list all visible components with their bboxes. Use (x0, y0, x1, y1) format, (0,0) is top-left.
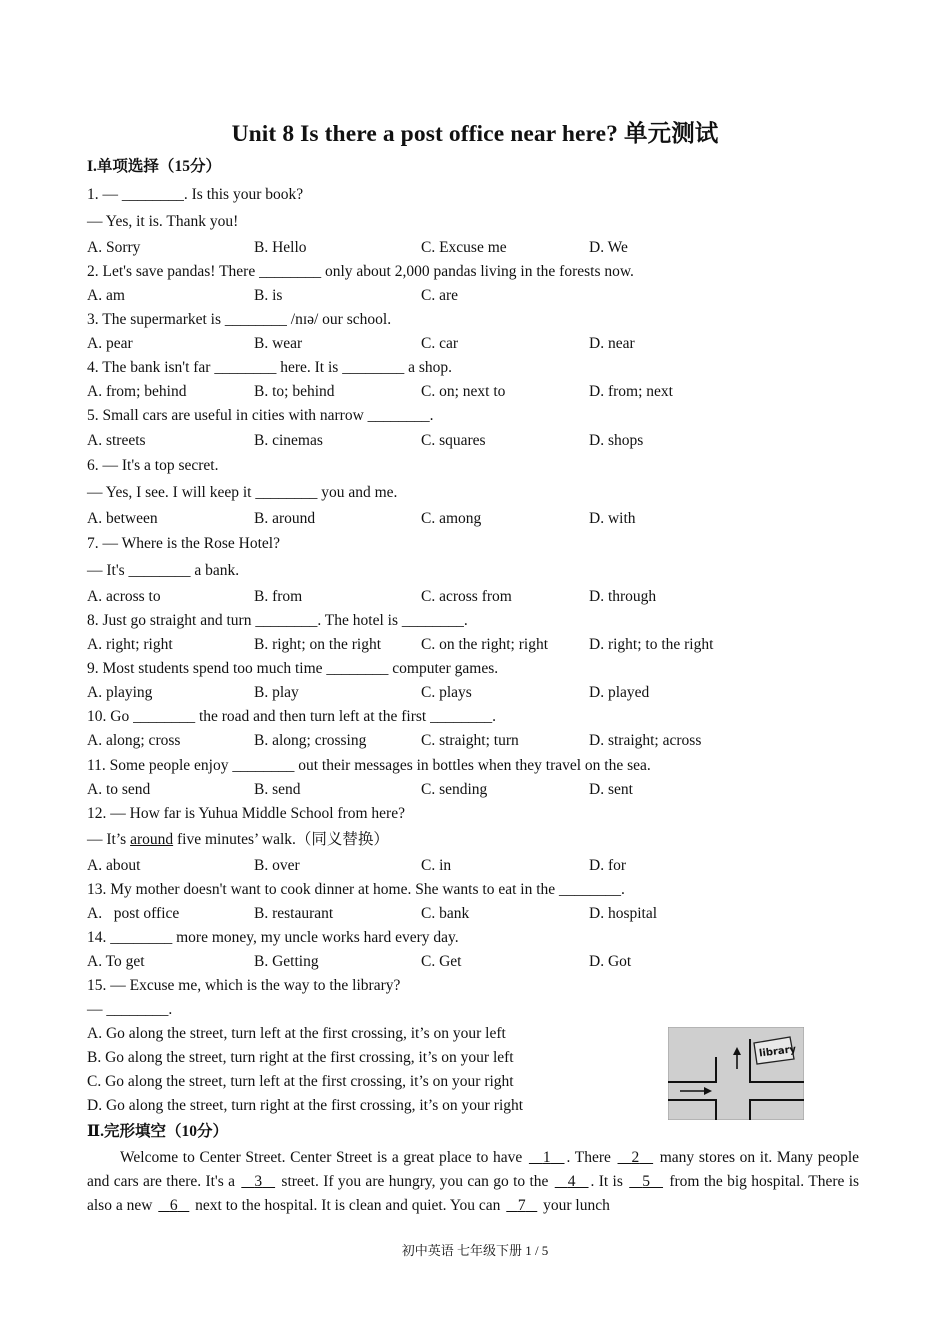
blank-3-number: 3 (254, 1173, 263, 1190)
q4-option-d: D. from; next (589, 383, 673, 400)
q4-option-c: C. on; next to (421, 383, 506, 400)
q12-reply (87, 831, 389, 849)
q7-option-d: D. through (589, 588, 657, 605)
q3-option-b: B. wear (254, 335, 303, 352)
blank-4 (553, 1173, 591, 1190)
q4-option-a: A. from; behind (87, 383, 187, 400)
q11-stem: 11. Some people enjoy ________ out their messages in bottles when they travel on the sea. (87, 757, 651, 774)
blank-7 (504, 1197, 539, 1214)
q10-option-d: D. straight; across (589, 732, 702, 749)
q6-option-d: D. with (589, 510, 636, 527)
q5-option-d: D. shops (589, 432, 644, 449)
section-2-title: 完形填空（ (103, 1123, 182, 1140)
q15-option-a: A. Go along the street, turn left at the first crossing, it’s on your left (87, 1025, 506, 1042)
q6-option-b: B. around (254, 510, 316, 527)
q12-option-a: A. about (87, 857, 141, 874)
page-footer: 初中英语 七年级下册 1 / 5 (401, 1243, 549, 1258)
q2-option-b: B. is (254, 287, 283, 304)
section-2-heading (87, 1123, 228, 1141)
q6-stem: 6. — It's a top secret. (87, 457, 219, 474)
q1-option-a: A. Sorry (87, 239, 141, 256)
q12-option-b: B. over (254, 857, 300, 874)
q1-option-d: D. We (589, 239, 628, 256)
q8-stem: 8. Just go straight and turn ________. The hotel is ________. (87, 612, 468, 629)
section-1-prefix: I. (87, 158, 97, 175)
q3-stem: 3. The supermarket is ________ /nɪə/ our school. (87, 311, 392, 328)
q3-option-c: C. car (421, 335, 459, 352)
q12-underlined-word: around (130, 831, 174, 848)
q13-option-d: D. hospital (589, 905, 658, 922)
passage-text: from the big hospital. There is also a new (87, 1173, 860, 1214)
q12-reply-start: — It’s (87, 831, 131, 848)
library-label: library (758, 1044, 797, 1060)
q8-option-c: C. on the right; right (421, 636, 549, 653)
q8-option-a: A. right; right (87, 636, 173, 653)
q10-stem: 10. Go ________ the road and then turn left at the first ________. (87, 708, 496, 725)
q2-option-c: C. are (421, 287, 459, 304)
blank-6-number: 6 (169, 1197, 178, 1214)
q9-option-a: A. playing (87, 684, 153, 701)
q13-option-a: A. post office (87, 905, 180, 922)
q12-reply-end: five minutes’ walk.（同义替换） (173, 831, 389, 848)
section-2-suffix: 分） (196, 1123, 228, 1140)
q2-option-a: A. am (87, 287, 125, 304)
q12-option-d: D. for (589, 857, 627, 874)
q5-stem: 5. Small cars are useful in cities with narrow ________. (87, 407, 434, 424)
q12-option-c: C. in (421, 857, 452, 874)
q10-option-b: B. along; crossing (254, 732, 367, 749)
blank-5-number: 5 (642, 1173, 650, 1190)
q10-option-a: A. along; cross (87, 732, 181, 749)
q9-option-c: C. plays (421, 684, 472, 701)
q4-option-b: B. to; behind (254, 383, 335, 400)
q2-stem: 2. Let's save pandas! There ________ only about 2,000 pandas living in the forests now. (87, 263, 634, 280)
q13-option-b: B. restaurant (254, 905, 334, 922)
section-2-points: 10 (181, 1123, 197, 1140)
blank-2 (616, 1149, 656, 1166)
q14-option-b: B. Getting (254, 953, 319, 970)
passage-text: your lunch (539, 1197, 610, 1214)
q10-option-c: C. straight; turn (421, 732, 519, 749)
section-1-title: 单项选择（ (96, 158, 175, 175)
passage-text: Welcome to Center Street. Center Street is a great place to have (120, 1149, 527, 1166)
q14-option-c: C. Get (421, 953, 462, 970)
library-map-figure (668, 1027, 804, 1120)
q6-option-a: A. between (87, 510, 158, 527)
section-1-heading (87, 158, 221, 176)
q7-option-a: A. across to (87, 588, 161, 605)
blank-7-number: 7 (517, 1197, 526, 1214)
blank-2-number: 2 (631, 1149, 640, 1166)
q4-stem: 4. The bank isn't far ________ here. It is ________ a shop. (87, 359, 452, 376)
q13-stem: 13. My mother doesn't want to cook dinner at home. She wants to eat in the ________. (87, 881, 625, 898)
q6-reply: — Yes, I see. I will keep it ________ you and me. (87, 484, 398, 501)
q3-option-a: A. pear (87, 335, 133, 352)
passage-text: . It is (590, 1173, 628, 1190)
q14-option-d: D. Got (589, 953, 632, 970)
cloze-passage (87, 1146, 859, 1218)
q5-option-c: C. squares (421, 432, 486, 449)
blank-5 (627, 1173, 665, 1190)
q1-option-b: B. Hello (254, 239, 307, 256)
q7-option-c: C. across from (421, 588, 512, 605)
q15-option-c: C. Go along the street, turn left at the first crossing, it’s on your right (87, 1073, 514, 1090)
passage-text: next to the hospital. It is clean and quiet. You can (191, 1197, 505, 1214)
q11-option-c: C. sending (421, 781, 488, 798)
q7-option-b: B. from (254, 588, 303, 605)
street-map-image (668, 1027, 804, 1120)
passage-text: many stores on it. Many people and cars are there. It's a (87, 1149, 860, 1190)
q5-option-a: A. streets (87, 432, 146, 449)
q11-option-a: A. to send (87, 781, 151, 798)
q9-option-d: D. played (589, 684, 650, 701)
page-title: Unit 8 Is there a post office near here? 单元测试 (231, 121, 719, 147)
q12-stem: 12. — How far is Yuhua Middle School from here? (87, 805, 405, 822)
passage-text: . There (566, 1149, 616, 1166)
q8-option-d: D. right; to the right (589, 636, 714, 653)
q9-stem: 9. Most students spend too much time ________ computer games. (87, 660, 499, 677)
blank-6 (156, 1197, 191, 1214)
q6-option-c: C. among (421, 510, 482, 527)
q15-stem: 15. — Excuse me, which is the way to the library? (87, 977, 401, 994)
blank-1 (527, 1149, 567, 1166)
q5-option-b: B. cinemas (254, 432, 323, 449)
q15-option-b: B. Go along the street, turn right at the first crossing, it’s on your left (87, 1049, 514, 1066)
q14-option-a: A. To get (87, 953, 145, 970)
q9-option-b: B. play (254, 684, 299, 701)
blank-3 (239, 1173, 277, 1190)
q15-reply: — ________. (87, 1001, 173, 1018)
blank-4-number: 4 (567, 1173, 576, 1190)
q1-reply: — Yes, it is. Thank you! (87, 213, 239, 230)
q8-option-b: B. right; on the right (254, 636, 382, 653)
section-2-prefix: Ⅱ. (87, 1123, 104, 1140)
q13-option-c: C. bank (421, 905, 470, 922)
blank-1-number: 1 (542, 1149, 551, 1166)
q7-reply: — It's ________ a bank. (87, 562, 240, 579)
q15-option-d: D. Go along the street, turn right at the first crossing, it’s on your right (87, 1097, 524, 1114)
q11-option-d: D. sent (589, 781, 633, 798)
q14-stem: 14. ________ more money, my uncle works hard every day. (87, 929, 459, 946)
section-1-suffix: 分） (189, 158, 221, 175)
q7-stem: 7. — Where is the Rose Hotel? (87, 535, 280, 552)
section-1-points: 15 (174, 158, 190, 175)
passage-text: street. If you are hungry, you can go to the (277, 1173, 553, 1190)
q1-stem: 1. — ________. Is this your book? (87, 186, 304, 203)
q11-option-b: B. send (254, 781, 301, 798)
q1-option-c: C. Excuse me (421, 239, 507, 256)
q3-option-d: D. near (589, 335, 635, 352)
